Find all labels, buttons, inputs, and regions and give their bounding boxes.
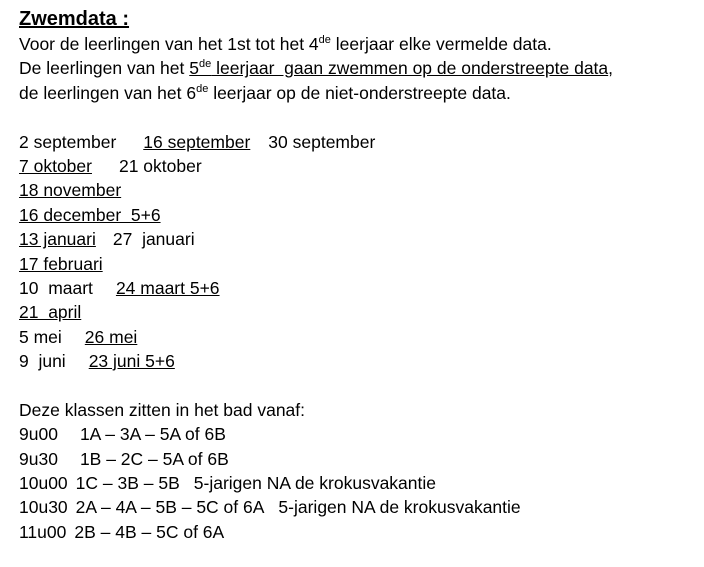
schedule-note: 5-jarigen NA de krokusvakantie bbox=[193, 473, 436, 494]
document-body bbox=[19, 6, 699, 544]
intro-line-3-text: de leerlingen van het 6 bbox=[19, 82, 197, 103]
schedule-time: 10u00 bbox=[19, 473, 68, 494]
date-row-mei bbox=[19, 325, 699, 349]
intro-line-1 bbox=[19, 32, 699, 56]
intro-line-2-underlined-text: leerjaar gaan zwemmen op de onderstreepte data bbox=[211, 58, 609, 79]
date-item-underlined: 26 mei bbox=[84, 326, 138, 347]
schedule-note: 5-jarigen NA de krokusvakantie bbox=[278, 497, 521, 518]
schedule-row bbox=[19, 471, 699, 495]
schedule-classes: 1A – 3A – 5A of 6B bbox=[79, 424, 226, 445]
intro-line-2-grade: 5 bbox=[189, 58, 199, 79]
intro-line-2-underlined bbox=[189, 58, 608, 78]
intro-line-2-sup: de bbox=[198, 58, 212, 71]
date-item-underlined: 16 september bbox=[143, 131, 251, 152]
date-item-underlined: 23 juni 5+6 bbox=[88, 351, 175, 372]
schedule-time: 11u00 bbox=[19, 521, 67, 542]
intro-line-3 bbox=[19, 81, 699, 105]
date-row-januari bbox=[19, 227, 699, 251]
date-item-underlined: 13 januari bbox=[19, 229, 96, 250]
schedule-row bbox=[19, 495, 699, 519]
date-row-september bbox=[19, 130, 699, 154]
schedule-row bbox=[19, 447, 699, 471]
date-row-februari bbox=[19, 252, 699, 276]
intro-line-2-text: De leerlingen van het bbox=[19, 58, 190, 79]
schedule-heading: Deze klassen zitten in het bad vanaf: bbox=[19, 399, 306, 420]
date-item: 5 mei bbox=[19, 326, 62, 347]
intro-line-2 bbox=[19, 56, 699, 80]
spacer bbox=[19, 373, 699, 397]
date-item-underlined: 17 februari bbox=[19, 253, 103, 274]
schedule-time: 9u30 bbox=[19, 448, 58, 469]
date-item: 2 september bbox=[19, 131, 117, 152]
date-row-november bbox=[19, 178, 699, 202]
schedule-classes: 2B – 4B – 5C of 6A bbox=[74, 521, 225, 542]
date-item: 9 juni bbox=[19, 351, 66, 372]
date-item-underlined: 7 oktober bbox=[19, 155, 92, 176]
schedule-time: 9u00 bbox=[19, 424, 58, 445]
date-item-underlined: 16 december 5+6 bbox=[19, 204, 161, 225]
schedule-row bbox=[19, 520, 699, 544]
date-item: 30 september bbox=[268, 131, 376, 152]
intro-line-3-sup: de bbox=[196, 82, 209, 95]
date-row-maart bbox=[19, 276, 699, 300]
page-title: Zwemdata : bbox=[19, 8, 130, 30]
intro-line-1-sup: de bbox=[318, 34, 331, 47]
schedule-row bbox=[19, 422, 699, 446]
schedule-classes: 2A – 4A – 5B – 5C of 6A bbox=[75, 497, 265, 518]
intro-line-3-rest: leerjaar op de niet-onderstreepte data. bbox=[208, 82, 511, 103]
date-row-april bbox=[19, 300, 699, 324]
date-item: 10 maart bbox=[19, 277, 93, 298]
schedule-time: 10u30 bbox=[19, 497, 68, 518]
schedule-classes: 1B – 2C – 5A of 6B bbox=[79, 448, 229, 469]
date-item-underlined: 24 maart 5+6 bbox=[115, 277, 220, 298]
intro-line-2-rest: , bbox=[608, 58, 614, 79]
date-item-underlined: 21 april bbox=[19, 302, 82, 323]
date-item-underlined: 18 november bbox=[19, 180, 122, 201]
intro-line-1-text: Voor de leerlingen van het 1st tot het 4 bbox=[19, 34, 319, 54]
date-row-juni bbox=[19, 349, 699, 373]
date-row-december bbox=[19, 203, 699, 227]
date-row-oktober bbox=[19, 154, 699, 178]
date-item: 27 januari bbox=[112, 229, 195, 250]
schedule-classes: 1C – 3B – 5B bbox=[75, 473, 180, 494]
date-item: 21 oktober bbox=[118, 155, 202, 176]
spacer bbox=[19, 105, 699, 129]
intro-line-1-rest: leerjaar elke vermelde data. bbox=[330, 34, 552, 54]
